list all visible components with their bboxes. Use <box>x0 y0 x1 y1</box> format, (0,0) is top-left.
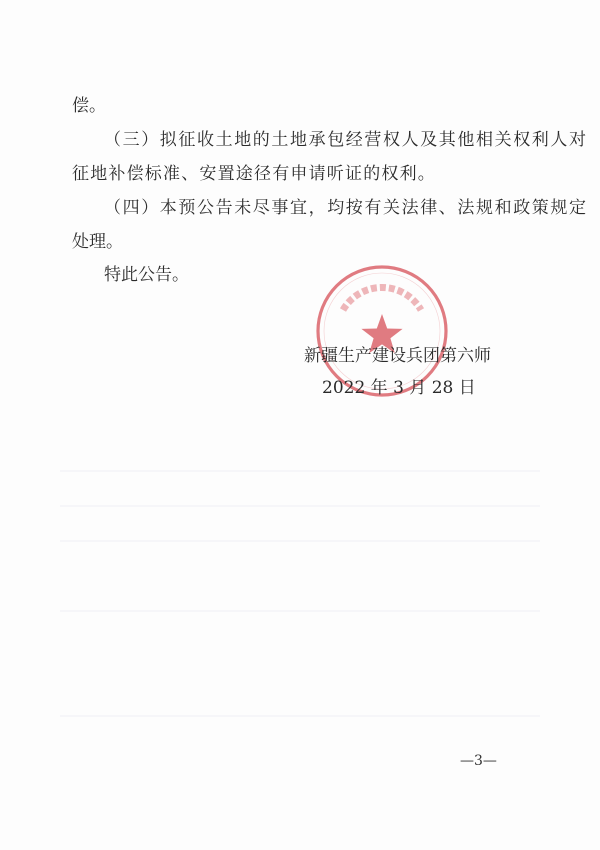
issue-date: 2022 年 3 月 28 日 <box>322 378 476 398</box>
bleed-through-line <box>60 540 540 542</box>
issuer-name: 新疆生产建设兵团第六师 <box>304 346 491 366</box>
bleed-through-line <box>60 505 540 507</box>
bleed-through-line <box>60 470 540 472</box>
paragraph-line-4: （四）本预公告未尽事宜，均按有关法律、法规和政策规定 <box>104 198 588 218</box>
bleed-through-line <box>60 715 540 717</box>
closing-statement: 特此公告。 <box>104 265 189 285</box>
paragraph-line-1: 偿。 <box>72 96 106 116</box>
page-number: —3— <box>460 753 497 769</box>
paragraph-line-2: （三）拟征收土地的土地承包经营权人及其他相关权利人对 <box>104 130 588 150</box>
paragraph-line-5: 处理。 <box>72 232 123 252</box>
bleed-through-line <box>60 610 540 612</box>
paragraph-line-3: 征地补偿标准、安置途径有申请听证的权利。 <box>72 164 436 184</box>
